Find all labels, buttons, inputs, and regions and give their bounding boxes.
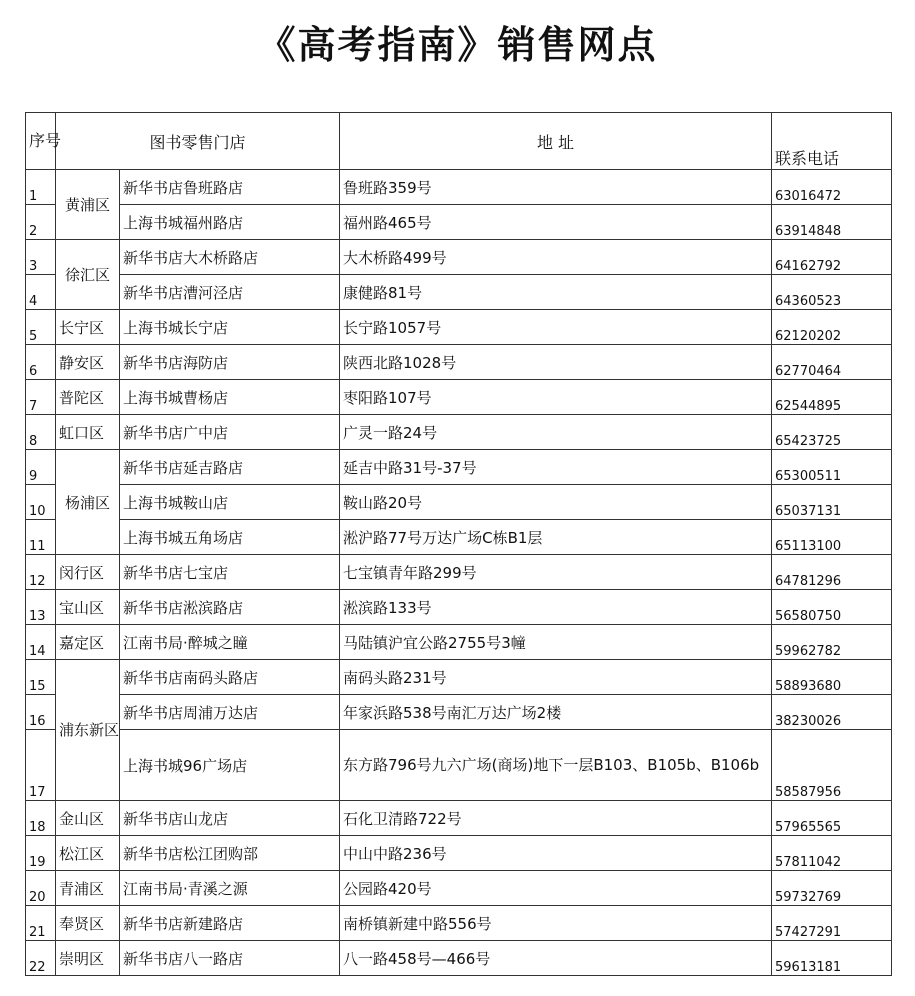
row-serial: 15 — [26, 660, 56, 695]
store-name: 上海书城曹杨店 — [120, 380, 340, 415]
row-serial: 2 — [26, 205, 56, 240]
store-phone: 57427291 — [772, 906, 892, 941]
store-address: 鲁班路359号 — [340, 170, 772, 205]
store-phone: 65300511 — [772, 450, 892, 485]
table-row — [26, 310, 892, 345]
store-name: 新华书店延吉路店 — [120, 450, 340, 485]
store-phone: 57811042 — [772, 836, 892, 871]
row-serial: 12 — [26, 555, 56, 590]
table-row — [26, 590, 892, 625]
store-phone: 65037131 — [772, 485, 892, 520]
store-phone: 38230026 — [772, 695, 892, 730]
store-address: 福州路465号 — [340, 205, 772, 240]
store-address: 陕西北路1028号 — [340, 345, 772, 380]
table-row — [26, 450, 892, 485]
store-address: 东方路796号九六广场(商场)地下一层B103、B105b、B106b — [340, 730, 772, 801]
store-address: 淞沪路77号万达广场C栋B1层 — [340, 520, 772, 555]
store-name: 新华书店大木桥路店 — [120, 240, 340, 275]
store-name: 江南书局·青溪之源 — [120, 871, 340, 906]
table-row — [26, 275, 892, 310]
row-serial: 10 — [26, 485, 56, 520]
header-serial-no: 序号 — [26, 113, 56, 170]
store-name: 新华书店南码头路店 — [120, 660, 340, 695]
table-row — [26, 941, 892, 976]
district-cell: 徐汇区 — [56, 240, 120, 310]
page-title: 《高考指南》销售网点 — [257, 22, 658, 67]
store-address: 淞滨路133号 — [340, 590, 772, 625]
store-phone: 59962782 — [772, 625, 892, 660]
store-address: 石化卫清路722号 — [340, 801, 772, 836]
table-row — [26, 240, 892, 275]
sales-outlets-table — [25, 112, 892, 976]
district-cell: 普陀区 — [56, 380, 120, 415]
district-cell: 金山区 — [56, 801, 120, 836]
header-address: 地 址 — [340, 113, 772, 170]
store-name: 新华书店漕河泾店 — [120, 275, 340, 310]
header-retail-store: 图书零售门店 — [56, 113, 340, 170]
store-name: 新华书店鲁班路店 — [120, 170, 340, 205]
row-serial: 7 — [26, 380, 56, 415]
table-header-row — [26, 113, 892, 170]
table-row — [26, 345, 892, 380]
table-row — [26, 520, 892, 555]
store-phone: 58587956 — [772, 730, 892, 801]
row-serial: 14 — [26, 625, 56, 660]
store-address: 延吉中路31号-37号 — [340, 450, 772, 485]
store-phone: 64781296 — [772, 555, 892, 590]
district-cell: 浦东新区 — [56, 660, 120, 801]
table-row — [26, 170, 892, 205]
row-serial: 19 — [26, 836, 56, 871]
district-cell: 崇明区 — [56, 941, 120, 976]
table-row — [26, 871, 892, 906]
table-row — [26, 625, 892, 660]
store-address: 康健路81号 — [340, 275, 772, 310]
store-phone: 62770464 — [772, 345, 892, 380]
store-phone: 62120202 — [772, 310, 892, 345]
store-name: 上海书城长宁店 — [120, 310, 340, 345]
store-address: 马陆镇沪宜公路2755号3幢 — [340, 625, 772, 660]
district-cell: 嘉定区 — [56, 625, 120, 660]
store-name: 上海书城96广场店 — [120, 730, 340, 801]
store-name: 上海书城福州路店 — [120, 205, 340, 240]
table-row — [26, 730, 892, 801]
store-name: 新华书店淞滨路店 — [120, 590, 340, 625]
store-name: 上海书城鞍山店 — [120, 485, 340, 520]
district-cell: 闵行区 — [56, 555, 120, 590]
row-serial: 11 — [26, 520, 56, 555]
store-address: 南码头路231号 — [340, 660, 772, 695]
store-phone: 56580750 — [772, 590, 892, 625]
store-phone: 58893680 — [772, 660, 892, 695]
district-cell: 松江区 — [56, 836, 120, 871]
store-address: 大木桥路499号 — [340, 240, 772, 275]
row-serial: 22 — [26, 941, 56, 976]
store-phone: 62544895 — [772, 380, 892, 415]
header-phone: 联系电话 — [772, 113, 892, 170]
row-serial: 16 — [26, 695, 56, 730]
row-serial: 8 — [26, 415, 56, 450]
store-name: 新华书店八一路店 — [120, 941, 340, 976]
district-cell: 奉贤区 — [56, 906, 120, 941]
store-name: 新华书店广中店 — [120, 415, 340, 450]
row-serial: 3 — [26, 240, 56, 275]
store-address: 长宁路1057号 — [340, 310, 772, 345]
row-serial: 18 — [26, 801, 56, 836]
table-row — [26, 836, 892, 871]
store-phone: 59732769 — [772, 871, 892, 906]
row-serial: 20 — [26, 871, 56, 906]
district-cell: 青浦区 — [56, 871, 120, 906]
table-row — [26, 801, 892, 836]
store-name: 新华书店周浦万达店 — [120, 695, 340, 730]
store-name: 江南书局·醉城之瞳 — [120, 625, 340, 660]
store-address: 鞍山路20号 — [340, 485, 772, 520]
table-row — [26, 380, 892, 415]
store-address: 七宝镇青年路299号 — [340, 555, 772, 590]
table-row — [26, 660, 892, 695]
row-serial: 17 — [26, 730, 56, 801]
store-address: 南桥镇新建中路556号 — [340, 906, 772, 941]
store-address: 广灵一路24号 — [340, 415, 772, 450]
row-serial: 6 — [26, 345, 56, 380]
store-phone: 57965565 — [772, 801, 892, 836]
row-serial: 4 — [26, 275, 56, 310]
store-phone: 63016472 — [772, 170, 892, 205]
store-address: 八一路458号—466号 — [340, 941, 772, 976]
store-name: 新华书店山龙店 — [120, 801, 340, 836]
store-address: 年家浜路538号南汇万达广场2楼 — [340, 695, 772, 730]
table-row — [26, 695, 892, 730]
store-phone: 64360523 — [772, 275, 892, 310]
row-serial: 5 — [26, 310, 56, 345]
row-serial: 9 — [26, 450, 56, 485]
store-name: 新华书店海防店 — [120, 345, 340, 380]
row-serial: 21 — [26, 906, 56, 941]
district-cell: 杨浦区 — [56, 450, 120, 555]
store-address: 中山中路236号 — [340, 836, 772, 871]
district-cell: 黄浦区 — [56, 170, 120, 240]
store-phone: 65423725 — [772, 415, 892, 450]
row-serial: 1 — [26, 170, 56, 205]
table-row — [26, 205, 892, 240]
store-phone: 59613181 — [772, 941, 892, 976]
district-cell: 宝山区 — [56, 590, 120, 625]
store-name: 新华书店七宝店 — [120, 555, 340, 590]
district-cell: 虹口区 — [56, 415, 120, 450]
table-row — [26, 555, 892, 590]
table-row — [26, 485, 892, 520]
store-phone: 64162792 — [772, 240, 892, 275]
district-cell: 静安区 — [56, 345, 120, 380]
store-address: 枣阳路107号 — [340, 380, 772, 415]
store-phone: 65113100 — [772, 520, 892, 555]
table-row — [26, 906, 892, 941]
store-phone: 63914848 — [772, 205, 892, 240]
district-cell: 长宁区 — [56, 310, 120, 345]
store-name: 新华书店新建路店 — [120, 906, 340, 941]
store-name: 新华书店松江团购部 — [120, 836, 340, 871]
store-address: 公园路420号 — [340, 871, 772, 906]
row-serial: 13 — [26, 590, 56, 625]
store-name: 上海书城五角场店 — [120, 520, 340, 555]
table-row — [26, 415, 892, 450]
